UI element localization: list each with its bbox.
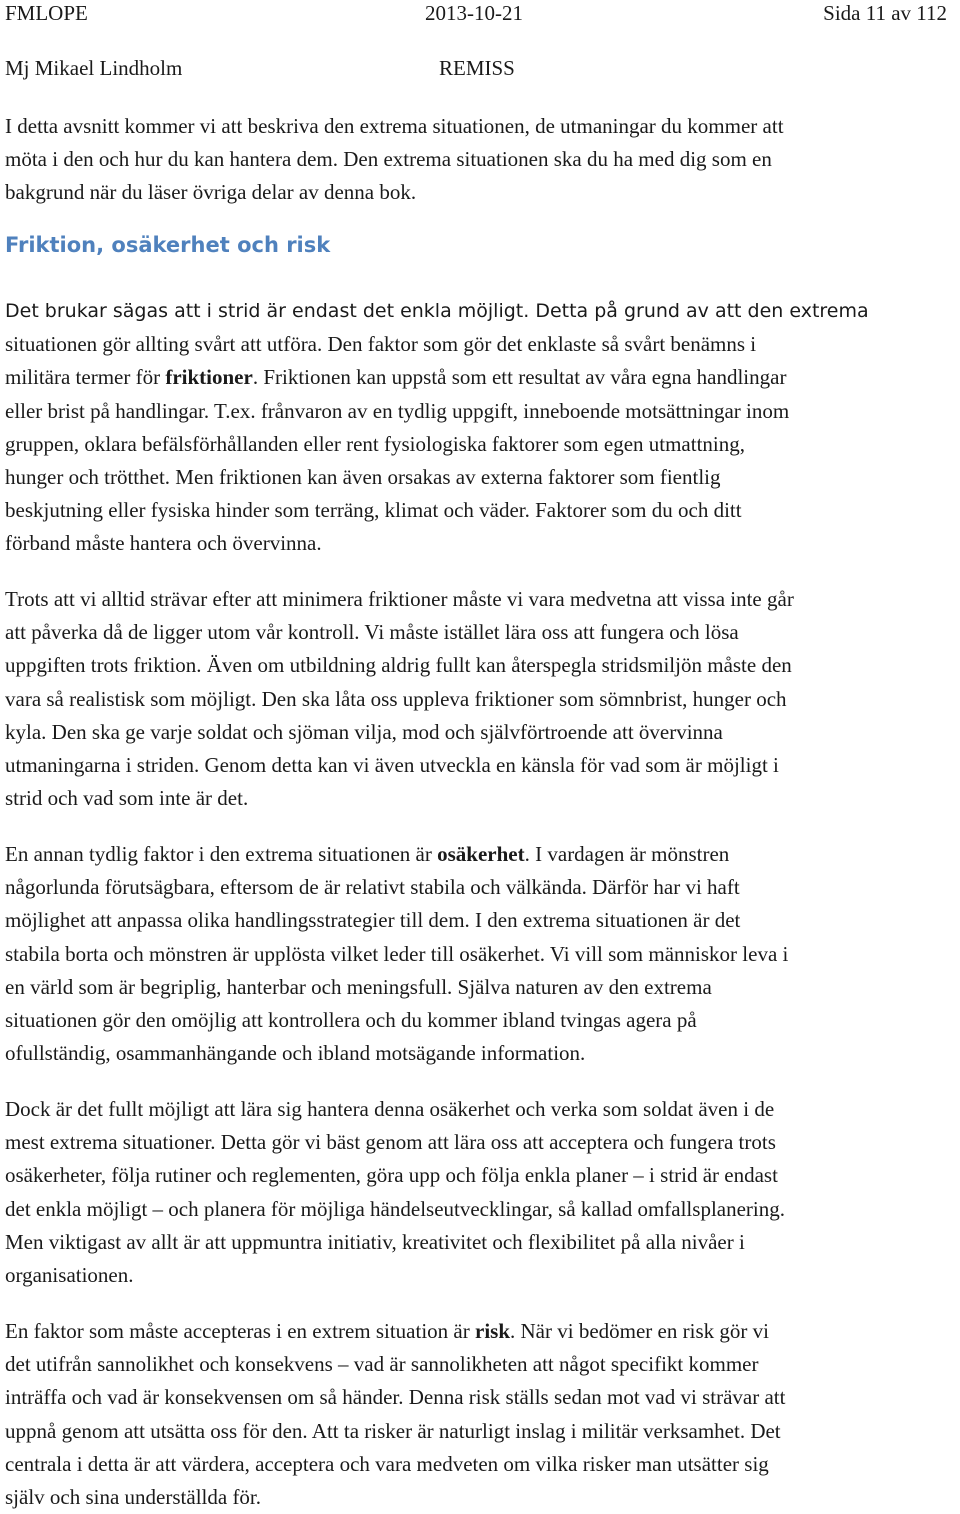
text-line: uppnå genom att utsätta oss för den. Att ta risker är naturligt inslag i militär verksamhet. Det	[5, 1418, 781, 1443]
text-line: ofullständig, osammanhängande och ibland motsägande information.	[5, 1041, 586, 1066]
text-line: organisationen.	[5, 1263, 134, 1288]
text-line: stabila borta och mönstren är upplösta vilket leder till osäkerhet. Vi vill som människor leva i	[5, 941, 789, 966]
paragraph-osakerhet	[5, 838, 955, 1070]
paragraph-dock	[5, 1093, 955, 1292]
text-line: eller brist på handlingar. T.ex. frånvaron av en tydlig uppgift, inneboende motsättningar inom	[5, 398, 790, 423]
text-line: förband måste hantera och övervinna.	[5, 531, 322, 556]
bold-term-risk: risk	[475, 1319, 511, 1343]
text-span: militära termer för	[5, 365, 166, 390]
text-line: I detta avsnitt kommer vi att beskriva den extrema situationen, de utmaningar du kommer att	[5, 114, 784, 138]
text-line: utmaningarna i striden. Genom detta kan vi även utveckla en känsla för vad som är möjligt i	[5, 753, 779, 778]
text-line: inträffa och vad är konsekvensen om så händer. Denna risk ställs sedan mot vad vi strävar att	[5, 1385, 786, 1410]
text-line: vara så realistisk som möjligt. Den ska låta oss uppleva friktioner som sömnbrist, hunger och	[5, 686, 787, 711]
text-span: . I vardagen är mönstren	[524, 842, 730, 866]
text-line: centrala i detta är att värdera, acceptera och vara medveten om vilka risker man utsätter sig	[5, 1451, 769, 1476]
text-line: kyla. Den ska ge varje soldat och sjöman vilja, mod och självförtroende att övervinna	[5, 719, 723, 744]
text-span: En annan tydlig faktor i den extrema situationen är	[5, 842, 438, 866]
header-author: Mj Mikael Lindholm	[5, 56, 183, 80]
text-line: själv och sina underställda för.	[5, 1485, 262, 1510]
text-span: Det brukar sägas att i strid är endast det enkla möjligt. Detta på grund av att den extrema	[5, 300, 869, 322]
page-header	[5, 0, 955, 30]
text-line: det enkla möjligt – och planera för möjliga händelseutvecklingar, så kallad omfallsplanering.	[5, 1196, 785, 1221]
text-line: mest extrema situationer. Detta gör vi bäst genom att lära oss att acceptera och fungera trots	[5, 1130, 776, 1155]
text-line	[5, 361, 955, 394]
intro-paragraph	[5, 110, 955, 210]
text-line: beskjutning eller fysiska hinder som terräng, klimat och väder. Faktorer som du och ditt	[5, 498, 742, 523]
text-line: uppgiften trots friktion. Även om utbildning aldrig fullt kan återspegla stridsmiljön måste den	[5, 653, 792, 678]
bold-term-friktioner: friktioner	[165, 365, 253, 390]
text-line: möjlighet att anpassa olika handlingsstrategier till dem. I den extrema situationen är det	[5, 908, 741, 933]
section-heading: Friktion, osäkerhet och risk	[5, 233, 331, 257]
text-span: En faktor som måste accepteras i en extrem situation är	[5, 1319, 475, 1343]
text-line: möta i den och hur du kan hantera dem. Den extrema situationen ska du ha med dig som en	[5, 147, 772, 172]
text-line: det utifrån sannolikhet och konsekvens – vad är sannolikheten att något specifikt kommer	[5, 1352, 759, 1377]
text-line: en värld som är begriplig, hanterbar och meningsfull. Själva naturen av den extrema	[5, 974, 712, 999]
text-line: situationen gör allting svårt att utföra. Den faktor som gör det enklaste så svårt benämns i	[5, 332, 757, 357]
text-line	[5, 294, 955, 328]
text-span: . När vi bedömer en risk gör vi	[510, 1319, 769, 1343]
header-org: FMLOPE	[5, 1, 88, 25]
text-line: någorlunda förutsägbara, eftersom de är relativt stabila och välkända. Därför har vi haft	[5, 875, 740, 900]
text-line	[5, 838, 955, 871]
text-line: bakgrund när du läser övriga delar av denna bok.	[5, 180, 417, 205]
text-line	[5, 1315, 955, 1348]
text-line: Men viktigast av allt är att uppmuntra initiativ, kreativitet och flexibilitet på alla nivåer i	[5, 1229, 745, 1254]
text-line: Dock är det fullt möjligt att lära sig hantera denna osäkerhet och verka som soldat även i de	[5, 1097, 775, 1121]
text-line: osäkerheter, följa rutiner och reglementen, göra upp och följa enkla planer – i strid är endast	[5, 1163, 778, 1188]
paragraph-friktion	[5, 294, 955, 561]
page-subheader	[5, 55, 955, 85]
text-line: att påverka då de ligger utom vår kontroll. Vi måste istället lära oss att fungera och lösa	[5, 620, 739, 645]
text-span: . Friktionen kan uppstå som ett resultat av våra egna handlingar	[252, 365, 787, 390]
text-line: hunger och trötthet. Men friktionen kan även orsakas av externa faktorer som fientlig	[5, 465, 721, 490]
header-page-number: Sida 11 av 112	[823, 1, 947, 25]
text-line: situationen gör den omöjlig att kontrollera och du kommer ibland tvingas agera på	[5, 1008, 697, 1033]
text-line: strid och vad som inte är det.	[5, 786, 249, 811]
bold-term-osakerhet: osäkerhet	[437, 842, 525, 866]
text-line: Trots att vi alltid strävar efter att minimera friktioner måste vi vara medvetna att vissa inte går	[5, 587, 794, 611]
text-line: gruppen, oklara befälsförhållanden eller rent fysiologiska faktorer som egen utmattning,	[5, 431, 746, 456]
paragraph-risk	[5, 1315, 955, 1514]
paragraph-trots	[5, 583, 955, 815]
header-status: REMISS	[439, 56, 515, 80]
header-date: 2013-10-21	[425, 1, 523, 25]
